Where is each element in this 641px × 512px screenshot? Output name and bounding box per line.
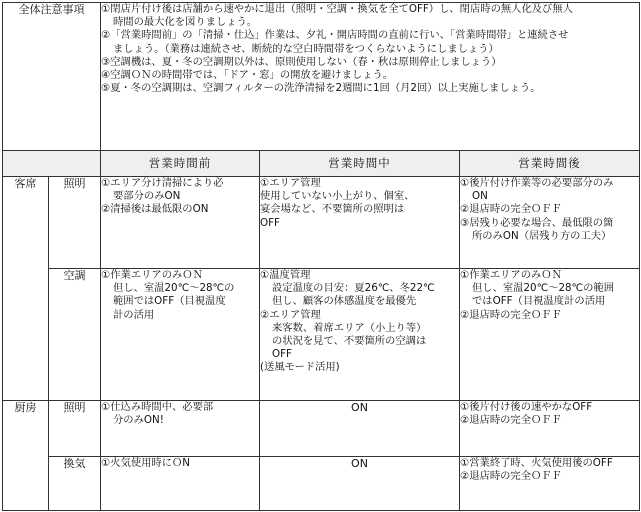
text-line: ①作業エリアのみＯＮ <box>101 269 203 281</box>
text-line: ではOFF（目視温度計の活用 <box>472 295 606 308</box>
chubo-ventilation-before <box>101 457 260 511</box>
text-line: 但し、室温20℃～28℃の <box>113 282 235 295</box>
text-line: ②退店時の完全ＯＦＦ <box>460 470 562 483</box>
text-line: 設定温度の目安：夏26℃、冬22℃ <box>272 282 435 295</box>
text-line: 但し、室温20℃～28℃の範囲 <box>472 282 615 295</box>
section-label-kyakuseki: 客席 <box>3 177 49 401</box>
text-line: ②清掃後は最低限のON <box>101 203 209 216</box>
text-line: ②退店時の完全ＯＦＦ <box>460 308 562 321</box>
text-line: 宴会場など、不要箇所の照明は <box>260 203 405 216</box>
text-line: 計の活用 <box>113 308 155 321</box>
kyakuseki-aircon-during <box>260 269 460 401</box>
kyakuseki-lighting-label: 照明 <box>49 177 101 269</box>
text-line: ③居残り必要な場合、最低限の箇 <box>460 216 614 229</box>
chubo-lighting-after <box>460 401 640 457</box>
header-after: 営業時間後 <box>460 151 640 177</box>
general-notes-row <box>3 3 640 151</box>
chubo-lighting-before <box>101 401 260 457</box>
note-2: ②「営業時間前」の「清掃・仕込」作業は、夕礼・開店時間の直前に行い、「営業時間帯」と連続させ <box>101 29 569 42</box>
text-line: ON <box>472 190 488 203</box>
text-line: 使用していない小上がり、個室、 <box>260 190 415 203</box>
kyakuseki-lighting-row <box>3 177 640 269</box>
note-5: ⑤夏・冬の空調期は、空調フィルターの洗浄清掃を2週間に1回（月2回）以上実施しましょう。 <box>101 82 541 95</box>
text-line: ①エリア管理 <box>260 177 321 189</box>
note-4: ④空調ＯＮの時間帯では、「ドア・窓」の開放を避けましょう。 <box>101 68 394 81</box>
text-line: 但し、顧客の体感温度を最優先 <box>272 295 417 308</box>
text-line: OFF <box>272 348 292 361</box>
kyakuseki-aircon-label: 空調 <box>49 269 101 401</box>
chubo-lighting-during: ON <box>260 401 460 457</box>
kyakuseki-aircon-before <box>101 269 260 401</box>
header-during: 営業時間中 <box>260 151 460 177</box>
section-label-chubo: 厨房 <box>3 401 49 511</box>
text-line: ①火気使用時にＯN <box>101 457 191 469</box>
text-line: ②退店時の完全ＯＦＦ <box>460 203 562 216</box>
general-notes-label: 全体注意事項 <box>3 3 101 151</box>
header-before: 営業時間前 <box>101 151 260 177</box>
text-line: ①作業エリアのみＯＮ <box>460 269 562 281</box>
kyakuseki-aircon-after <box>460 269 640 401</box>
kyakuseki-lighting-after <box>460 177 640 269</box>
text-line: ①エリア分け清掃により必 <box>101 177 224 189</box>
header-blank <box>3 151 101 177</box>
text-line: 分のみON! <box>113 414 164 427</box>
text-line: 所のみON（居残り方の工夫） <box>472 229 612 242</box>
note-3: ③空調機は、夏・冬の空調期以外は、原則使用しない（春・秋は原則停止しましょう） <box>101 55 502 68</box>
text-line: ①仕込み時間中、必要部 <box>101 401 214 413</box>
text-line: 来客数、着席エリア（小上り等） <box>272 321 427 334</box>
text-line: ①営業終了時、火気使用後のOFF <box>460 457 613 469</box>
note-1: ①閉店片付け後は店舗から速やかに退出（照明・空調・換気を全てOFF）し、閉店時の無人化及び無人 <box>101 3 573 15</box>
guideline-table <box>2 2 640 511</box>
text-line: 範囲ではOFF（目視温度 <box>113 295 226 308</box>
text-line: 要部分のみON <box>113 190 181 203</box>
chubo-lighting-row <box>3 401 640 457</box>
text-line: ①後片付け後の速やかなOFF <box>460 401 593 413</box>
text-line: OFF <box>260 216 280 229</box>
chubo-ventilation-label: 換気 <box>49 457 101 511</box>
kyakuseki-lighting-during <box>260 177 460 269</box>
kyakuseki-lighting-before <box>101 177 260 269</box>
general-notes-cell <box>101 3 640 151</box>
note-1-cont: 時間の最大化を図りましょう。 <box>113 16 258 29</box>
chubo-ventilation-row <box>3 457 640 511</box>
text-line: の状況を見て、不要箇所の空調は <box>272 334 427 347</box>
header-row <box>3 151 640 177</box>
chubo-ventilation-during: ON <box>260 457 460 511</box>
text-line: (送風モード活用) <box>260 361 340 374</box>
note-2-cont: ましょう。（業務は連続させ、断続的な空白時間帯をつくらないようにしましょう） <box>113 42 499 55</box>
text-line: ①温度管理 <box>260 269 311 281</box>
chubo-ventilation-after <box>460 457 640 511</box>
text-line: ①後片付け作業等の必要部分のみ <box>460 177 614 189</box>
text-line: ②エリア管理 <box>260 308 321 321</box>
text-line: ②退店時の完全ＯＦＦ <box>460 414 562 427</box>
kyakuseki-aircon-row <box>3 269 640 401</box>
chubo-lighting-label: 照明 <box>49 401 101 457</box>
